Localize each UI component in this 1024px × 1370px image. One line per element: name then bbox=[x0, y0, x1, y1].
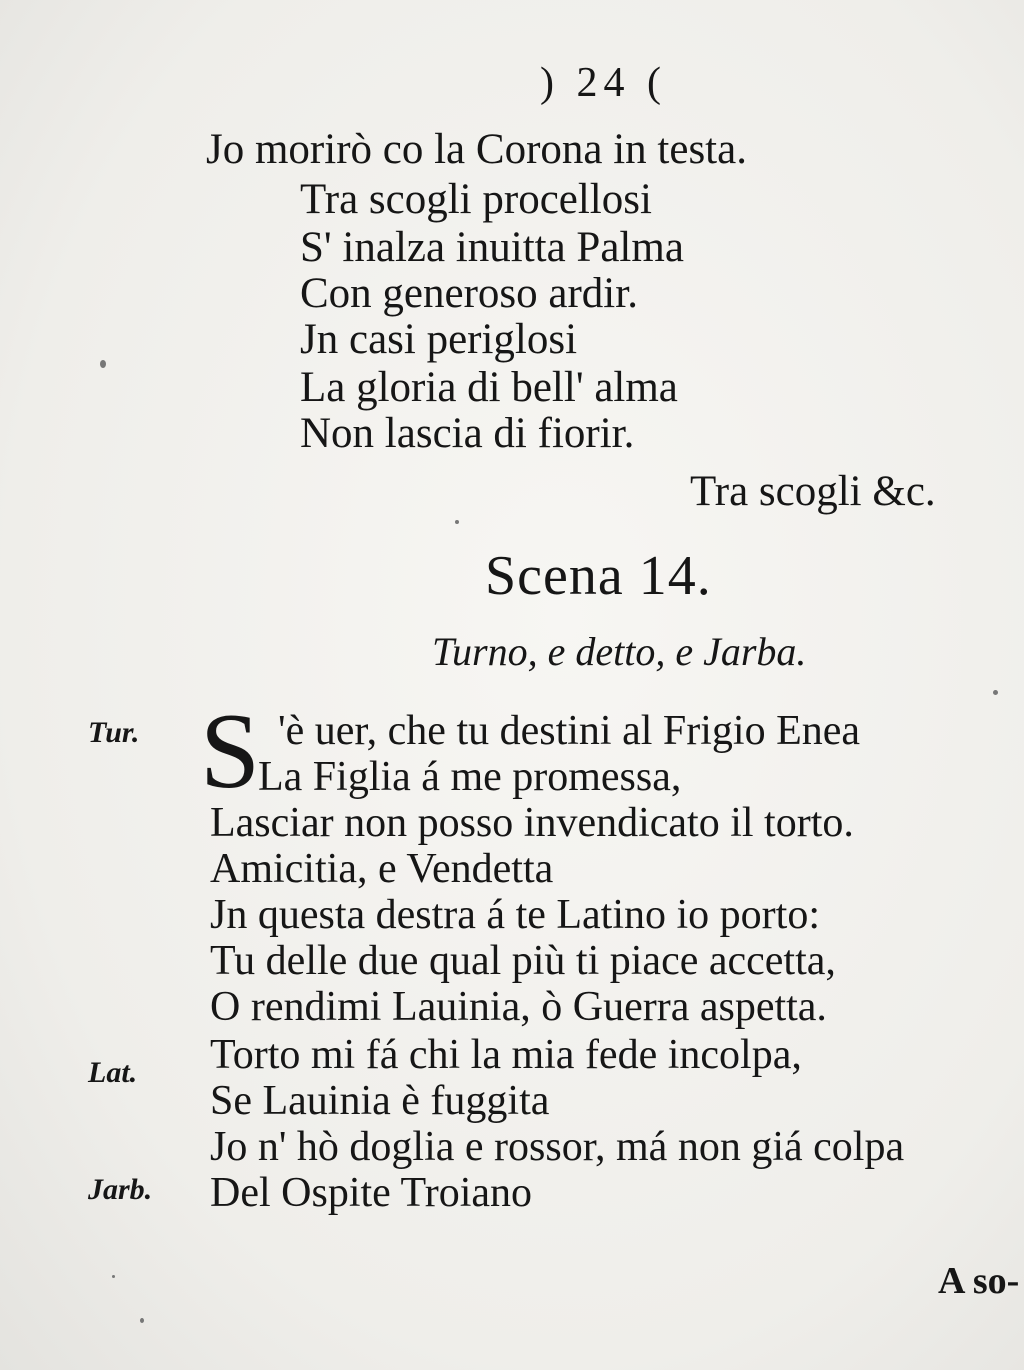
scene-title: Scena 14. bbox=[485, 545, 712, 607]
aria-line-4: Con generoso ardir. bbox=[300, 270, 638, 317]
aria-refrain: Tra scogli &c. bbox=[690, 468, 936, 515]
dialog-line-2: La Figlia á me promessa, bbox=[258, 754, 682, 800]
dialog-line-1: 'è uer, che tu destini al Frigio Enea bbox=[278, 708, 861, 754]
aria-line-2: Tra scogli procellosi bbox=[300, 176, 652, 223]
dialog-line-5: Jn questa destra á te Latino io porto: bbox=[210, 892, 821, 938]
dialog-line-11: Del Ospite Troiano bbox=[210, 1170, 533, 1216]
dialog-line-3: Lasciar non posso invendicato il torto. bbox=[210, 800, 854, 846]
page-number: ) 24 ( bbox=[540, 60, 667, 106]
aria-line-1: Jo morirò co la Corona in testa. bbox=[206, 126, 747, 173]
dialog-line-6: Tu delle due qual più ti piace accetta, bbox=[210, 938, 836, 984]
ink-speck bbox=[993, 690, 998, 695]
speaker-lat: Lat. bbox=[88, 1056, 138, 1089]
aria-line-5: Jn casi periglosi bbox=[300, 316, 578, 363]
dialog-line-7: O rendimi Lauinia, ò Guerra aspetta. bbox=[210, 984, 827, 1030]
dialog-line-10: Jo n' hò doglia e rossor, má non giá colpa bbox=[210, 1124, 905, 1170]
ink-speck bbox=[455, 520, 459, 524]
aria-line-7: Non lascia di fiorir. bbox=[300, 410, 635, 457]
aria-line-3: S' inalza inuitta Palma bbox=[300, 224, 684, 271]
ink-speck bbox=[100, 360, 106, 368]
speaker-tur: Tur. bbox=[88, 716, 140, 749]
aria-line-6: La gloria di bell' alma bbox=[300, 364, 678, 411]
catchword: A so- bbox=[938, 1260, 1020, 1302]
scene-characters: Turno, e detto, e Jarba. bbox=[432, 629, 807, 674]
dialog-line-4: Amicitia, e Vendetta bbox=[210, 846, 554, 892]
dialog-line-8: Torto mi fá chi la mia fede incolpa, bbox=[210, 1032, 802, 1078]
ink-speck bbox=[140, 1318, 144, 1323]
dialog-line-9: Se Lauinia è fuggita bbox=[210, 1078, 550, 1124]
drop-cap: S bbox=[200, 692, 261, 811]
speaker-jarb: Jarb. bbox=[88, 1173, 153, 1206]
ink-speck bbox=[112, 1275, 115, 1278]
